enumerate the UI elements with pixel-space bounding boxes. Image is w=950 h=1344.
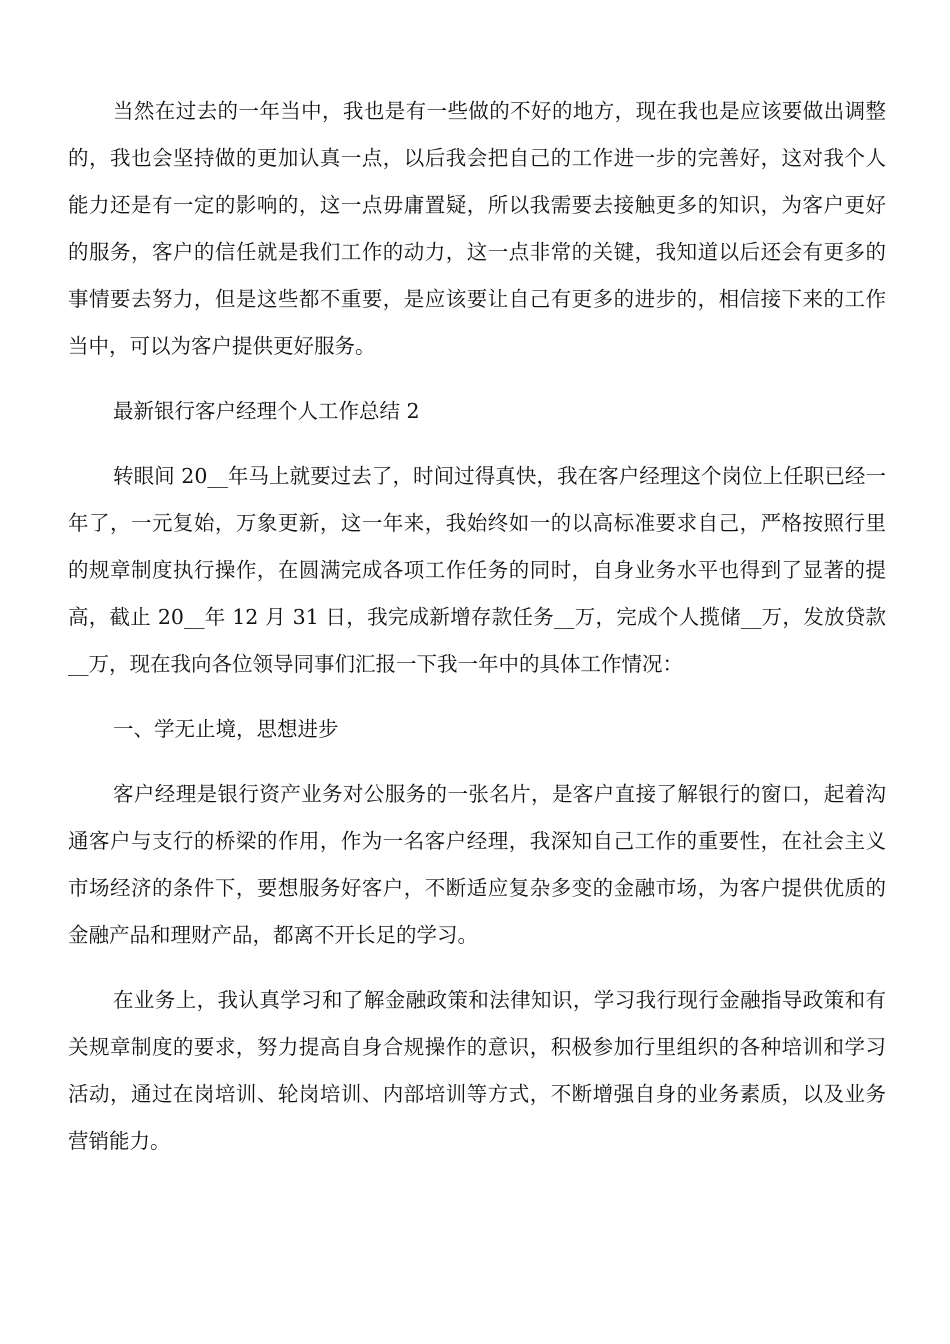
paragraph-reflection: 当然在过去的一年当中，我也是有一些做的不好的地方，现在我也是应该要做出调整的，我也会坚持做的更加认真一点，以后我会把自己的工作进一步的完善好，这对我个人能力还是有一定的影响的，这一点毋庸置疑，所以我需要去接触更多的知识，为客户更好的服务，客户的信任就是我们工作的动力，这一点非常的关键，我知道以后还会有更多的事情要去努力，但是这些都不重要，是应该要让自己有更多的进步的，相信接下来的工作当中，可以为客户提供更好服务。 bbox=[68, 99, 886, 358]
paragraph-business-study: 在业务上，我认真学习和了解金融政策和法律知识，学习我行现行金融指导政策和有关规章制度的要求，努力提高自身合规操作的意识，积极参加行里组织的各种培训和学习活动，通过在岗培训、轮岗培训、内部培训等方式，不断增强自身的业务素质，以及业务营销能力。 bbox=[68, 988, 886, 1153]
section-heading-learning: 一、学无止境，思想进步 bbox=[113, 717, 339, 741]
section-title: 最新银行客户经理个人工作总结 2 bbox=[113, 399, 420, 423]
paragraph-year-summary: 转眼间 20__年马上就要过去了，时间过得真快，我在客户经理这个岗位上任职已经一年了，一元复始，万象更新，这一年来，我始终如一的以高标准要求自己，严格按照行里的规章制度执行操作，在圆满完成各项工作任务的同时，自身业务水平也得到了显著的提高，截止 20__年 12 月 31 日，我完成新增存款任务__万，完成个人揽储__万，发放贷款__万，现在我向各位领导同事们汇报一下我一年中的具体工作情况： bbox=[68, 464, 886, 676]
document-body bbox=[68, 88, 886, 1183]
paragraph-role: 客户经理是银行资产业务对公服务的一张名片，是客户直接了解银行的窗口，起着沟通客户与支行的桥梁的作用，作为一名客户经理，我深知自己工作的重要性，在社会主义市场经济的条件下，要想服务好客户，不断适应复杂多变的金融市场，为客户提供优质的金融产品和理财产品，都离不开长足的学习。 bbox=[68, 782, 886, 947]
